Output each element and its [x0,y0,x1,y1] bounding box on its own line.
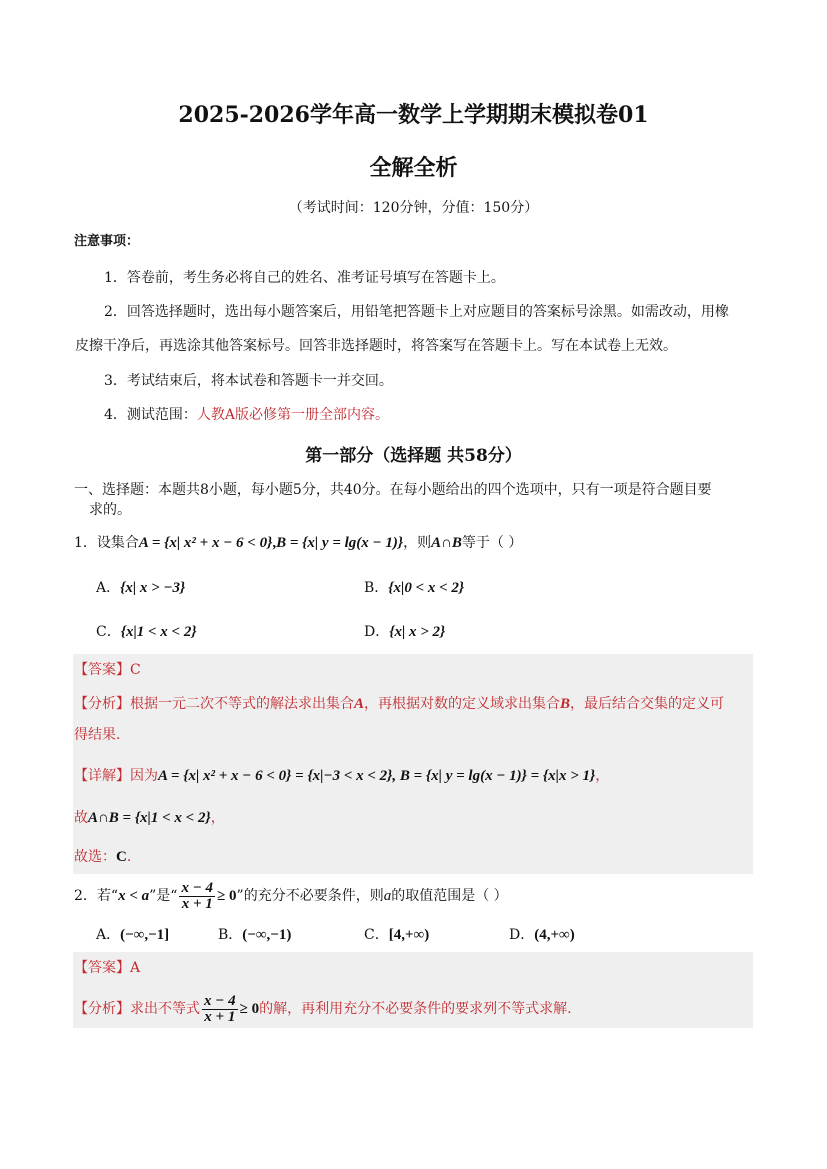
detail-expr-2: A∩B = {x|1 < x < 2} [88,810,211,826]
question-2-option-d [509,925,575,945]
fraction-numerator: x − 4 [181,879,214,896]
option-label: B． [364,580,389,596]
question-1-detail-2 [74,808,225,828]
option-label: A． [96,580,121,596]
section-instructions-line-2: 求的。 [89,502,131,518]
choice-value: C [116,849,127,865]
question-1-stem [74,533,522,553]
option-value: (−∞,−1] [120,927,170,943]
analysis-tail: ≥ 0 [239,1001,260,1017]
document-title: 2025-2026学年高一数学上学期期末模拟卷01 [178,102,649,128]
choice-prefix: 故选： [74,849,116,865]
question-2-option-b [218,925,291,945]
question-1-set-a: A = {x| x² + x − 6 < 0} [138,535,273,551]
question-1-option-b [364,578,464,598]
detail-text: ， [595,768,610,784]
notes-heading: 注意事项： [74,234,140,249]
analysis-set-a: A [354,696,365,712]
question-2-suffix-pre: ”的充分不必要条件，则 [236,888,384,904]
analysis-text: 的解，再利用充分不必要条件的要求列不等式求解. [259,1001,572,1017]
notes-item-3: 3．考试结束后，将本试卷和答题卡一并交回。 [104,373,393,389]
fraction-denominator: x + 1 [181,895,213,912]
detail-text: 因为 [130,768,158,784]
choice-end: . [126,849,132,865]
exam-info: （考试时间：120分钟，分值：150分） [288,200,539,216]
option-label: D． [364,624,390,640]
analysis-fraction [202,994,238,1025]
detail-text: 故 [74,810,88,826]
question-1-answer [74,660,141,680]
option-label: A． [96,927,121,943]
option-label: D． [509,927,535,943]
question-1-detail [74,766,609,786]
option-value: [4,+∞) [388,927,430,943]
question-1-suffix-pre: ，则 [403,535,432,551]
analysis-text: 根据一元二次不等式的解法求出集合 [130,696,354,712]
document-subtitle: 全解全析 [369,155,458,181]
question-1-choice [74,847,131,867]
question-1-expr: A∩B [431,535,462,551]
section-instructions-line-1: 一、选择题：本题共8小题，每小题5分，共40分。在每小题给出的四个选项中，只有一项是符合题目要 [74,482,712,498]
notes-item-4 [104,405,389,425]
question-1-option-c [96,622,197,642]
question-1-analysis [74,694,724,714]
fraction-denominator: x + 1 [204,1008,236,1025]
question-2-cond1: x < a [118,888,150,904]
question-1-suffix: 等于（ ） [461,535,523,551]
question-1-option-a [96,578,185,598]
answer-tag: 【答案】 [74,662,130,678]
option-label: C． [364,927,389,943]
option-value: {x| x > −3} [120,580,186,596]
analysis-tag: 【分析】 [74,1001,130,1017]
analysis-text: ，最后结合交集的定义可 [570,696,725,712]
notes-item-2-line-1: 2．回答选择题时，选出每小题答案后，用铅笔把答题卡上对应题目的答案标号涂黑。如需改动，用橡 [104,304,729,320]
question-2-var: a [383,888,392,904]
question-2-suffix: 的取值范围是（ ） [391,888,508,904]
answer-tag: 【答案】 [74,960,130,976]
question-2-option-a [96,925,169,945]
answer-value: C [130,662,141,678]
detail-tag: 【详解】 [74,768,130,784]
question-2-fraction [179,881,215,912]
question-2-mid: ”是“ [149,888,178,904]
question-1-prefix: 1．设集合 [74,535,139,551]
analysis-text: 求出不等式 [130,1001,200,1017]
part1-heading: 第一部分（选择题 共58分） [305,446,522,466]
analysis-set-b: B [560,696,571,712]
question-1-analysis-line-2: 得结果. [74,727,121,743]
option-value: {x|0 < x < 2} [388,580,465,596]
question-2-analysis [74,990,572,1028]
analysis-text: ，再根据对数的定义域求出集合 [364,696,561,712]
option-value: {x|1 < x < 2} [120,624,197,640]
question-2-option-c [364,925,429,945]
notes-item-4-scope: 人教A版必修第一册全部内容。 [196,407,390,423]
question-2-cond2-tail: ≥ 0 [217,888,237,904]
detail-text: ， [210,810,225,826]
fraction-numerator: x − 4 [204,992,236,1009]
option-value: (−∞,−1) [242,927,292,943]
question-1-solution-box [73,654,753,874]
question-2-stem [74,877,508,915]
question-2-answer [74,958,140,978]
question-1-set-b: B = {x| y = lg(x − 1)} [276,535,404,551]
detail-expr: A = {x| x² + x − 6 < 0} = {x|−3 < x < 2}, B = {x| y = lg(x − 1)} = {x|x > 1} [158,768,596,784]
notes-item-2-line-2: 皮擦干净后，再选涂其他答案标号。回答非选择题时，将答案写在答题卡上。写在本试卷上无效。 [75,338,677,354]
question-1-sep: , [272,535,277,551]
question-1-option-d [364,622,445,642]
notes-item-1: 1．答卷前，考生务必将自己的姓名、准考证号填写在答题卡上。 [104,270,505,286]
answer-value: A [130,960,141,976]
option-label: B． [218,927,243,943]
analysis-tag: 【分析】 [74,696,130,712]
option-value: {x| x > 2} [389,624,446,640]
notes-item-4-prefix: 4．测试范围： [104,407,197,423]
option-label: C． [96,624,121,640]
question-2-prefix: 2．若“ [74,888,119,904]
option-value: (4,+∞) [534,927,575,943]
